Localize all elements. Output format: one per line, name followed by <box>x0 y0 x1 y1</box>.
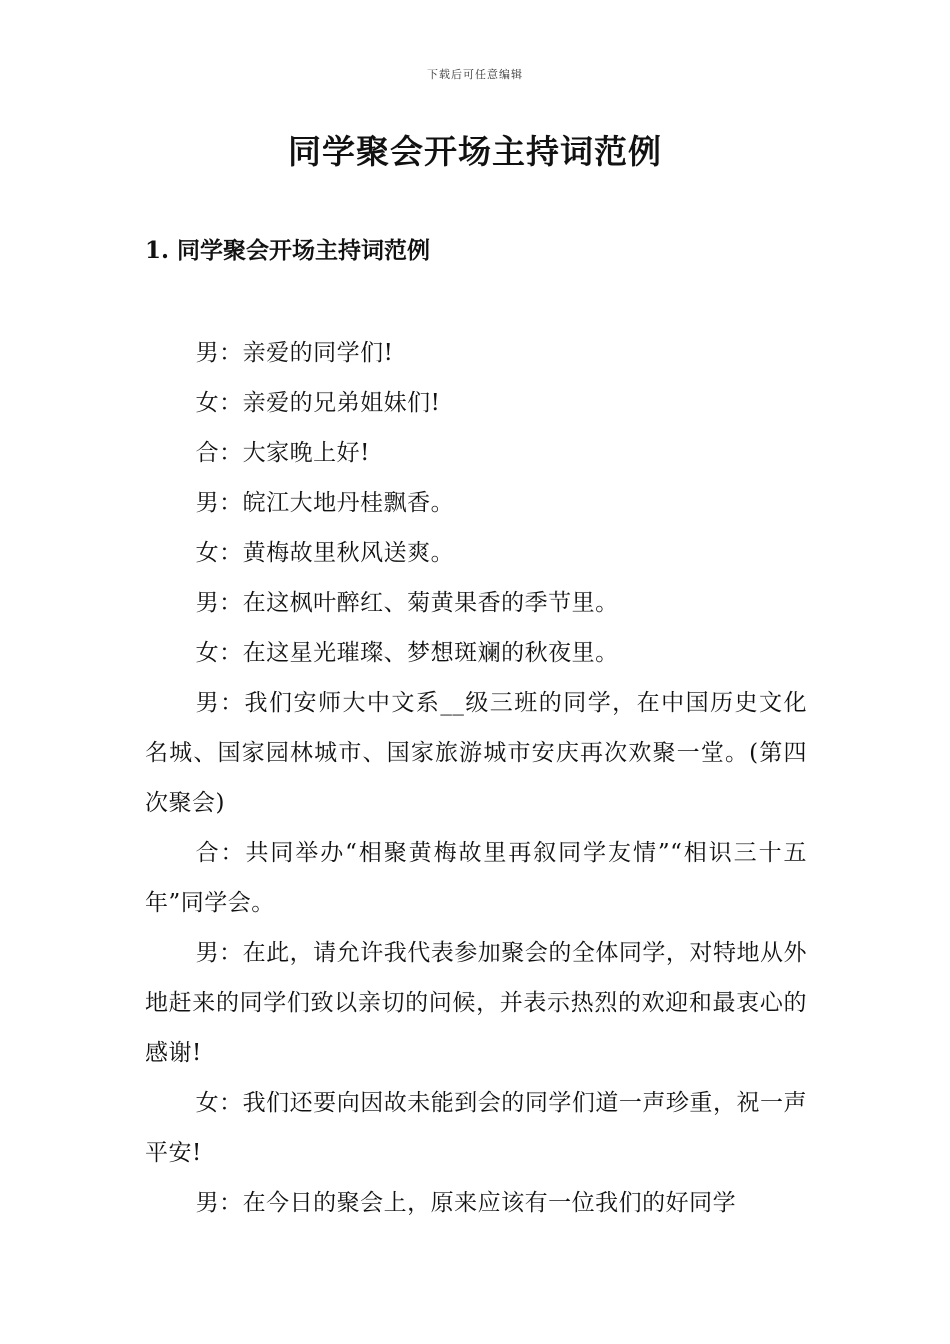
paragraph: 女：在这星光璀璨、梦想斑斓的秋夜里。 <box>195 640 619 666</box>
paragraph: 合：大家晚上好! <box>195 440 370 466</box>
paragraph: 女：黄梅故里秋风送爽。 <box>195 540 455 566</box>
paragraph: 合：共同举办“相聚黄梅故里再叙同学友情”“相识三十五年”同学会。 <box>145 840 807 916</box>
paragraph: 女：我们还要向因故未能到会的同学们道一声珍重，祝一声平安! <box>145 1090 807 1166</box>
section-heading: 1. 同学聚会开场主持词范例 <box>145 237 431 264</box>
paragraph: 男：我们安师大中文系__级三班的同学，在中国历史文化名城、国家园林城市、国家旅游城市安庆再次欢聚一堂。(第四次聚会) <box>145 690 807 816</box>
paragraph: 男：皖江大地丹桂飘香。 <box>195 490 455 516</box>
header-note: 下载后可任意编辑 <box>427 68 523 81</box>
paragraph: 男：亲爱的同学们! <box>195 340 394 366</box>
paragraph: 男：在此，请允许我代表参加聚会的全体同学，对特地从外地赶来的同学们致以亲切的问候，并表示热烈的欢迎和最衷心的感谢! <box>145 940 807 1066</box>
paragraph: 女：亲爱的兄弟姐妹们! <box>195 390 441 416</box>
paragraph: 男：在这枫叶醉红、菊黄果香的季节里。 <box>195 590 619 616</box>
document-body <box>145 328 807 1228</box>
paragraph: 男：在今日的聚会上，原来应该有一位我们的好同学 <box>195 1190 737 1216</box>
document-title: 同学聚会开场主持词范例 <box>288 132 662 171</box>
